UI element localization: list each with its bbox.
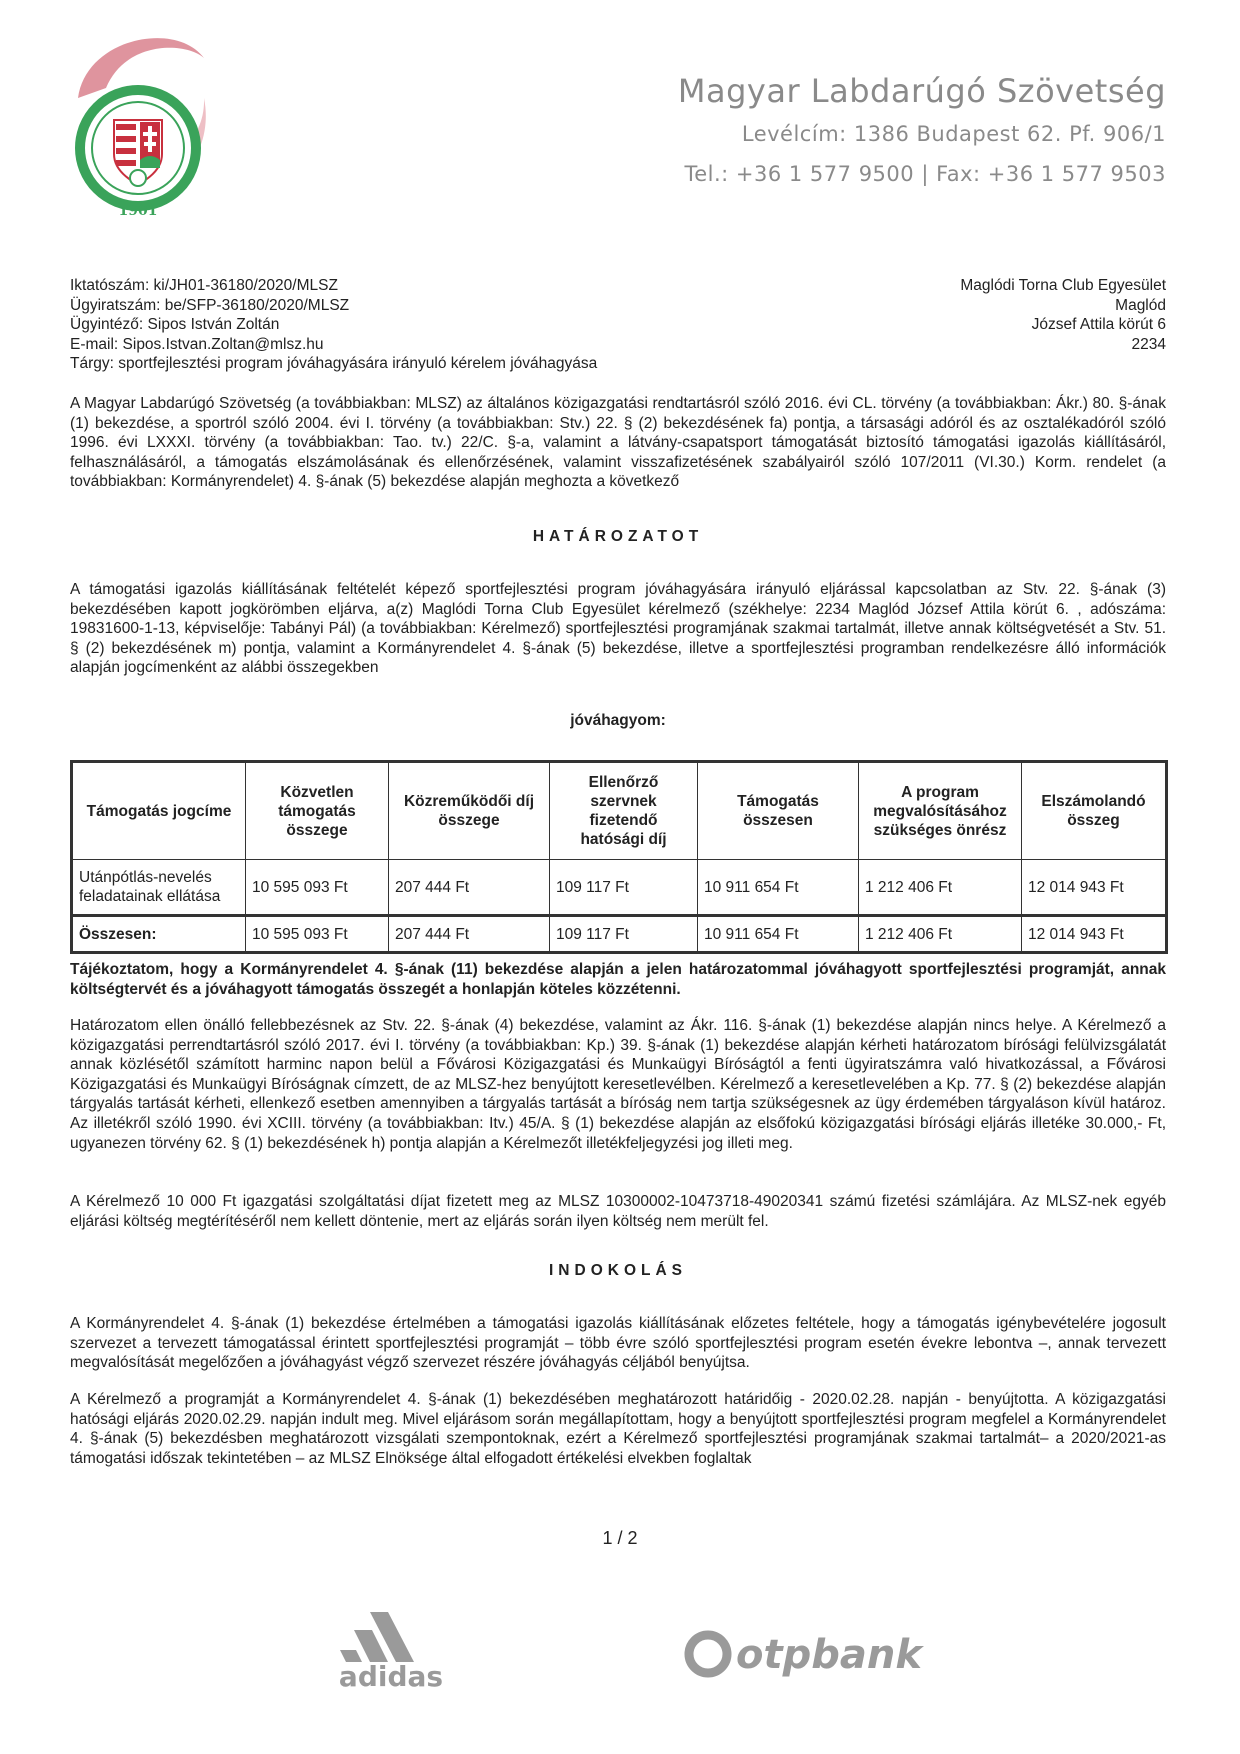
org-name: Magyar Labdarúgó Szövetség xyxy=(677,72,1166,110)
hatarozat-title: HATÁROZATOT xyxy=(532,528,704,545)
recipient-zip: 2234 xyxy=(1131,335,1166,353)
hatarozat-body: A támogatási igazolás kiállításának feltételét képező sportfejlesztési program jóváhagyására irányuló eljárással kapcsolatban az Stv. 22. §-ának (3) bekezdésében kapott jogkörömben eljárva, a(z) Maglódi Torna Club Egyesület kérelmező (székhelye: 2234 Maglód József Attila körút 6. , adószáma: 19831600-1-13, képviselője: Tabányi Pál) (a továbbiakban: Kérelmező) sportfejlesztési programjának szakmai tartalmát, illetve annak költségvetését a Stv. 51. § (2) bekezdésének m) pontja, valamint a Kormányrendelet 4. §-ának (5) bekezdése, illetve a sportfejlesztési programban rendelkezésre álló információk alapján jogcímenként az alábbi összegekben xyxy=(70,581,1166,677)
dij-paragraph: A Kérelmező 10 000 Ft igazgatási szolgáltatási díjat fizetett meg az MLSZ 10300002-10473718-49020341 számú fizetési számlájára. Az MLSZ-nek egyéb eljárási költség megtérítéséről nem kellett döntenie, mert az eljárás során ilyen költség nem merült fel. xyxy=(70,1193,1166,1230)
adidas-logo xyxy=(326,1604,456,1690)
svg-text:otpbank: otpbank xyxy=(736,1632,922,1678)
ugyiratszam: Ügyiratszám: be/SFP-36180/2020/MLSZ xyxy=(70,296,350,314)
table-cell: 10 595 093 Ft xyxy=(246,860,389,916)
table-cell: 207 444 Ft xyxy=(389,916,550,953)
indokolas-paragraph-1: A Kormányrendelet 4. §-ának (1) bekezdése értelmében a támogatási igazolás kiállításának előzetes feltétele, hogy a támogatás igénybevételére jogosult szervezet a tervezett támogatással érintett sportfejlesztési programját – több évre szóló sportfejlesztési program esetén évekre lebontva –, annak tervezett megvalósítását megelőzően a jóváhagyást végző szervezet részére jóváhagyás céljából benyújtsa. xyxy=(70,1315,1166,1372)
table-header-row xyxy=(72,762,1167,860)
targy: Tárgy: sportfejlesztési program jóváhagyására irányuló kérelem jóváhagyása xyxy=(70,355,598,372)
otpbank-logo xyxy=(682,1624,932,1682)
indokolas-paragraph-2: A Kérelmező a programját a Kormányrendelet 4. §-ának (1) bekezdésében meghatározott határidőig - 2020.02.28. napján - benyújtotta. A közigazgatási hatósági eljárás 2020.02.29. napján indult meg. Mivel eljárásom során megállapítottam, hogy a benyújtott sportfejlesztési program megfelel a Kormányrendelet 4. §-ának (5) bekezdésben meghatározott vizsgálati szempontoknak, ezért a Kérelmező sportfejlesztési programjának szakmai tartalmát– a 2020/2021-as támogatási időszak tekintetében – az MLSZ Elnöksége által elfogadott értékelési elvekben foglaltak xyxy=(70,1391,1166,1467)
table-cell: 109 117 Ft xyxy=(550,916,698,953)
org-address: Levélcím: 1386 Budapest 62. Pf. 906/1 xyxy=(741,122,1166,146)
table-cell: 1 212 406 Ft xyxy=(859,860,1022,916)
recipient-name: Maglódi Torna Club Egyesület xyxy=(960,277,1166,294)
iktatoszam: Iktatószám: ki/JH01-36180/2020/MLSZ xyxy=(70,277,338,294)
org-phone-fax: Tel.: +36 1 577 9500 | Fax: +36 1 577 9503 xyxy=(684,162,1166,186)
table-cell: Utánpótlás-nevelés feladatainak ellátása xyxy=(72,860,246,916)
table-cell: 12 014 943 Ft xyxy=(1022,860,1167,916)
col-header: Közreműködői díj összege xyxy=(389,762,550,860)
col-header: Elszámolandó összeg xyxy=(1022,762,1167,860)
svg-text:adidas: adidas xyxy=(338,1660,444,1690)
indokolas-title: INDOKOLÁS xyxy=(549,1262,687,1279)
intro-paragraph: A Magyar Labdarúgó Szövetség (a továbbiakban: MLSZ) az általános közigazgatási rendtartásról szóló 2016. évi CL. törvény (a továbbiakban: Ákr.) 80. §-ának (1) bekezdése, a sportról szóló 2004. évi I. törvény (a továbbiakban: Stv.) 22. § (2) bekezdésének fa) pontja, a társasági adóról és az osztalékadóról szóló 1996. évi LXXXI. törvény (a továbbiakban: Tao. tv.) 22/C. §-a, valamint a látvány-csapatsport támogatását biztosító támogatási igazolás kiállításáról, felhasználásáról, a támogatás elszámolásának és ellenőrzésének, valamint visszafizetésének szabályairól szóló 107/2011 (VI.30.) Korm. rendelet (a továbbiakban: Kormányrendelet) 4. §-ának (5) bekezdése alapján meghozta a következő xyxy=(70,395,1166,491)
table-cell: 10 595 093 Ft xyxy=(246,916,389,953)
col-header: Ellenőrző szervnek fizetendő hatósági díj xyxy=(550,762,698,860)
table-cell: 12 014 943 Ft xyxy=(1022,916,1167,953)
recipient-city: Maglód xyxy=(1115,296,1166,314)
col-header: Támogatás jogcíme xyxy=(72,762,246,860)
svg-text:1901: 1901 xyxy=(118,203,158,219)
table-total-row xyxy=(72,916,1167,953)
table-cell: 1 212 406 Ft xyxy=(859,916,1022,953)
email: E-mail: Sipos.Istvan.Zoltan@mlsz.hu xyxy=(70,335,324,353)
page-number: 1 / 2 xyxy=(602,1528,638,1548)
ugyintezo: Ügyintéző: Sipos István Zoltán xyxy=(70,316,280,333)
recipient-block xyxy=(960,276,1166,354)
col-header: A program megvalósításához szükséges önrész xyxy=(859,762,1022,860)
table-cell: 10 911 654 Ft xyxy=(698,916,859,953)
mlsz-logo xyxy=(66,28,206,224)
table-cell: 207 444 Ft xyxy=(389,860,550,916)
recipient-street: József Attila körút 6 xyxy=(1031,316,1166,333)
tajekoztatom-paragraph: Tájékoztatom, hogy a Kormányrendelet 4. §-ának (11) bekezdése alapján a jelen határozatommal jóváhagyott sportfejlesztési programját, annak költségtervét és a jóváhagyott támogatás összegét a honlapján köteles közzétenni. xyxy=(70,961,1166,998)
col-header: Támogatás összesen xyxy=(698,762,859,860)
col-header: Közvetlen támogatás összege xyxy=(246,762,389,860)
table-row xyxy=(72,860,1167,916)
table-cell: 109 117 Ft xyxy=(550,860,698,916)
table-cell: Összesen: xyxy=(72,916,246,953)
fellebbezes-paragraph: Határozatom ellen önálló fellebbezésnek az Stv. 22. §-ának (4) bekezdése, valamint az Ákr. 116. §-ának (1) bekezdése alapján nincs helye. A Kérelmező a közigazgatási perrendtartásról szóló 2017. évi I. törvény (a továbbiakban: Kp.) 39. §-ának (1) bekezdése alapján kérheti határozatom bírósági felülvizsgálatát annak közlésétől számított harminc napon belül a Fővárosi Közigazgatási és Munkaügyi Bíróságtól a fenti ügyiratszámra való hivatkozással, a Fővárosi Közigazgatási és Munkaügyi Bíróságnak címzett, de az MLSZ-hez benyújtott keresetlevélben. Kérelmező a keresetlevelében a Kp. 77. § (2) bekezdése alapján tárgyalás tartását kérheti, ellenkező esetben amennyiben a tárgyalás tartását a bíróság nem tartja szükségesnek az ügy érdemében tárgyaláson kívül határoz. Az illetékről szóló 1990. évi XCIII. törvény (a továbbiakban: Itv.) 45/A. § (1) bekezdése alapján az elsőfokú közigazgatási bírósági eljárás illetéke 30.000,- Ft, ugyanezen törvény 62. § (1) bekezdésének h) pontja alapján a Kérelmezőt illetékfeljegyzési jog illeti meg. xyxy=(70,1017,1166,1152)
table-cell: 10 911 654 Ft xyxy=(698,860,859,916)
support-table xyxy=(70,760,1168,954)
reference-block xyxy=(70,276,630,374)
jovahagyom-label: jóváhagyom: xyxy=(570,712,666,729)
